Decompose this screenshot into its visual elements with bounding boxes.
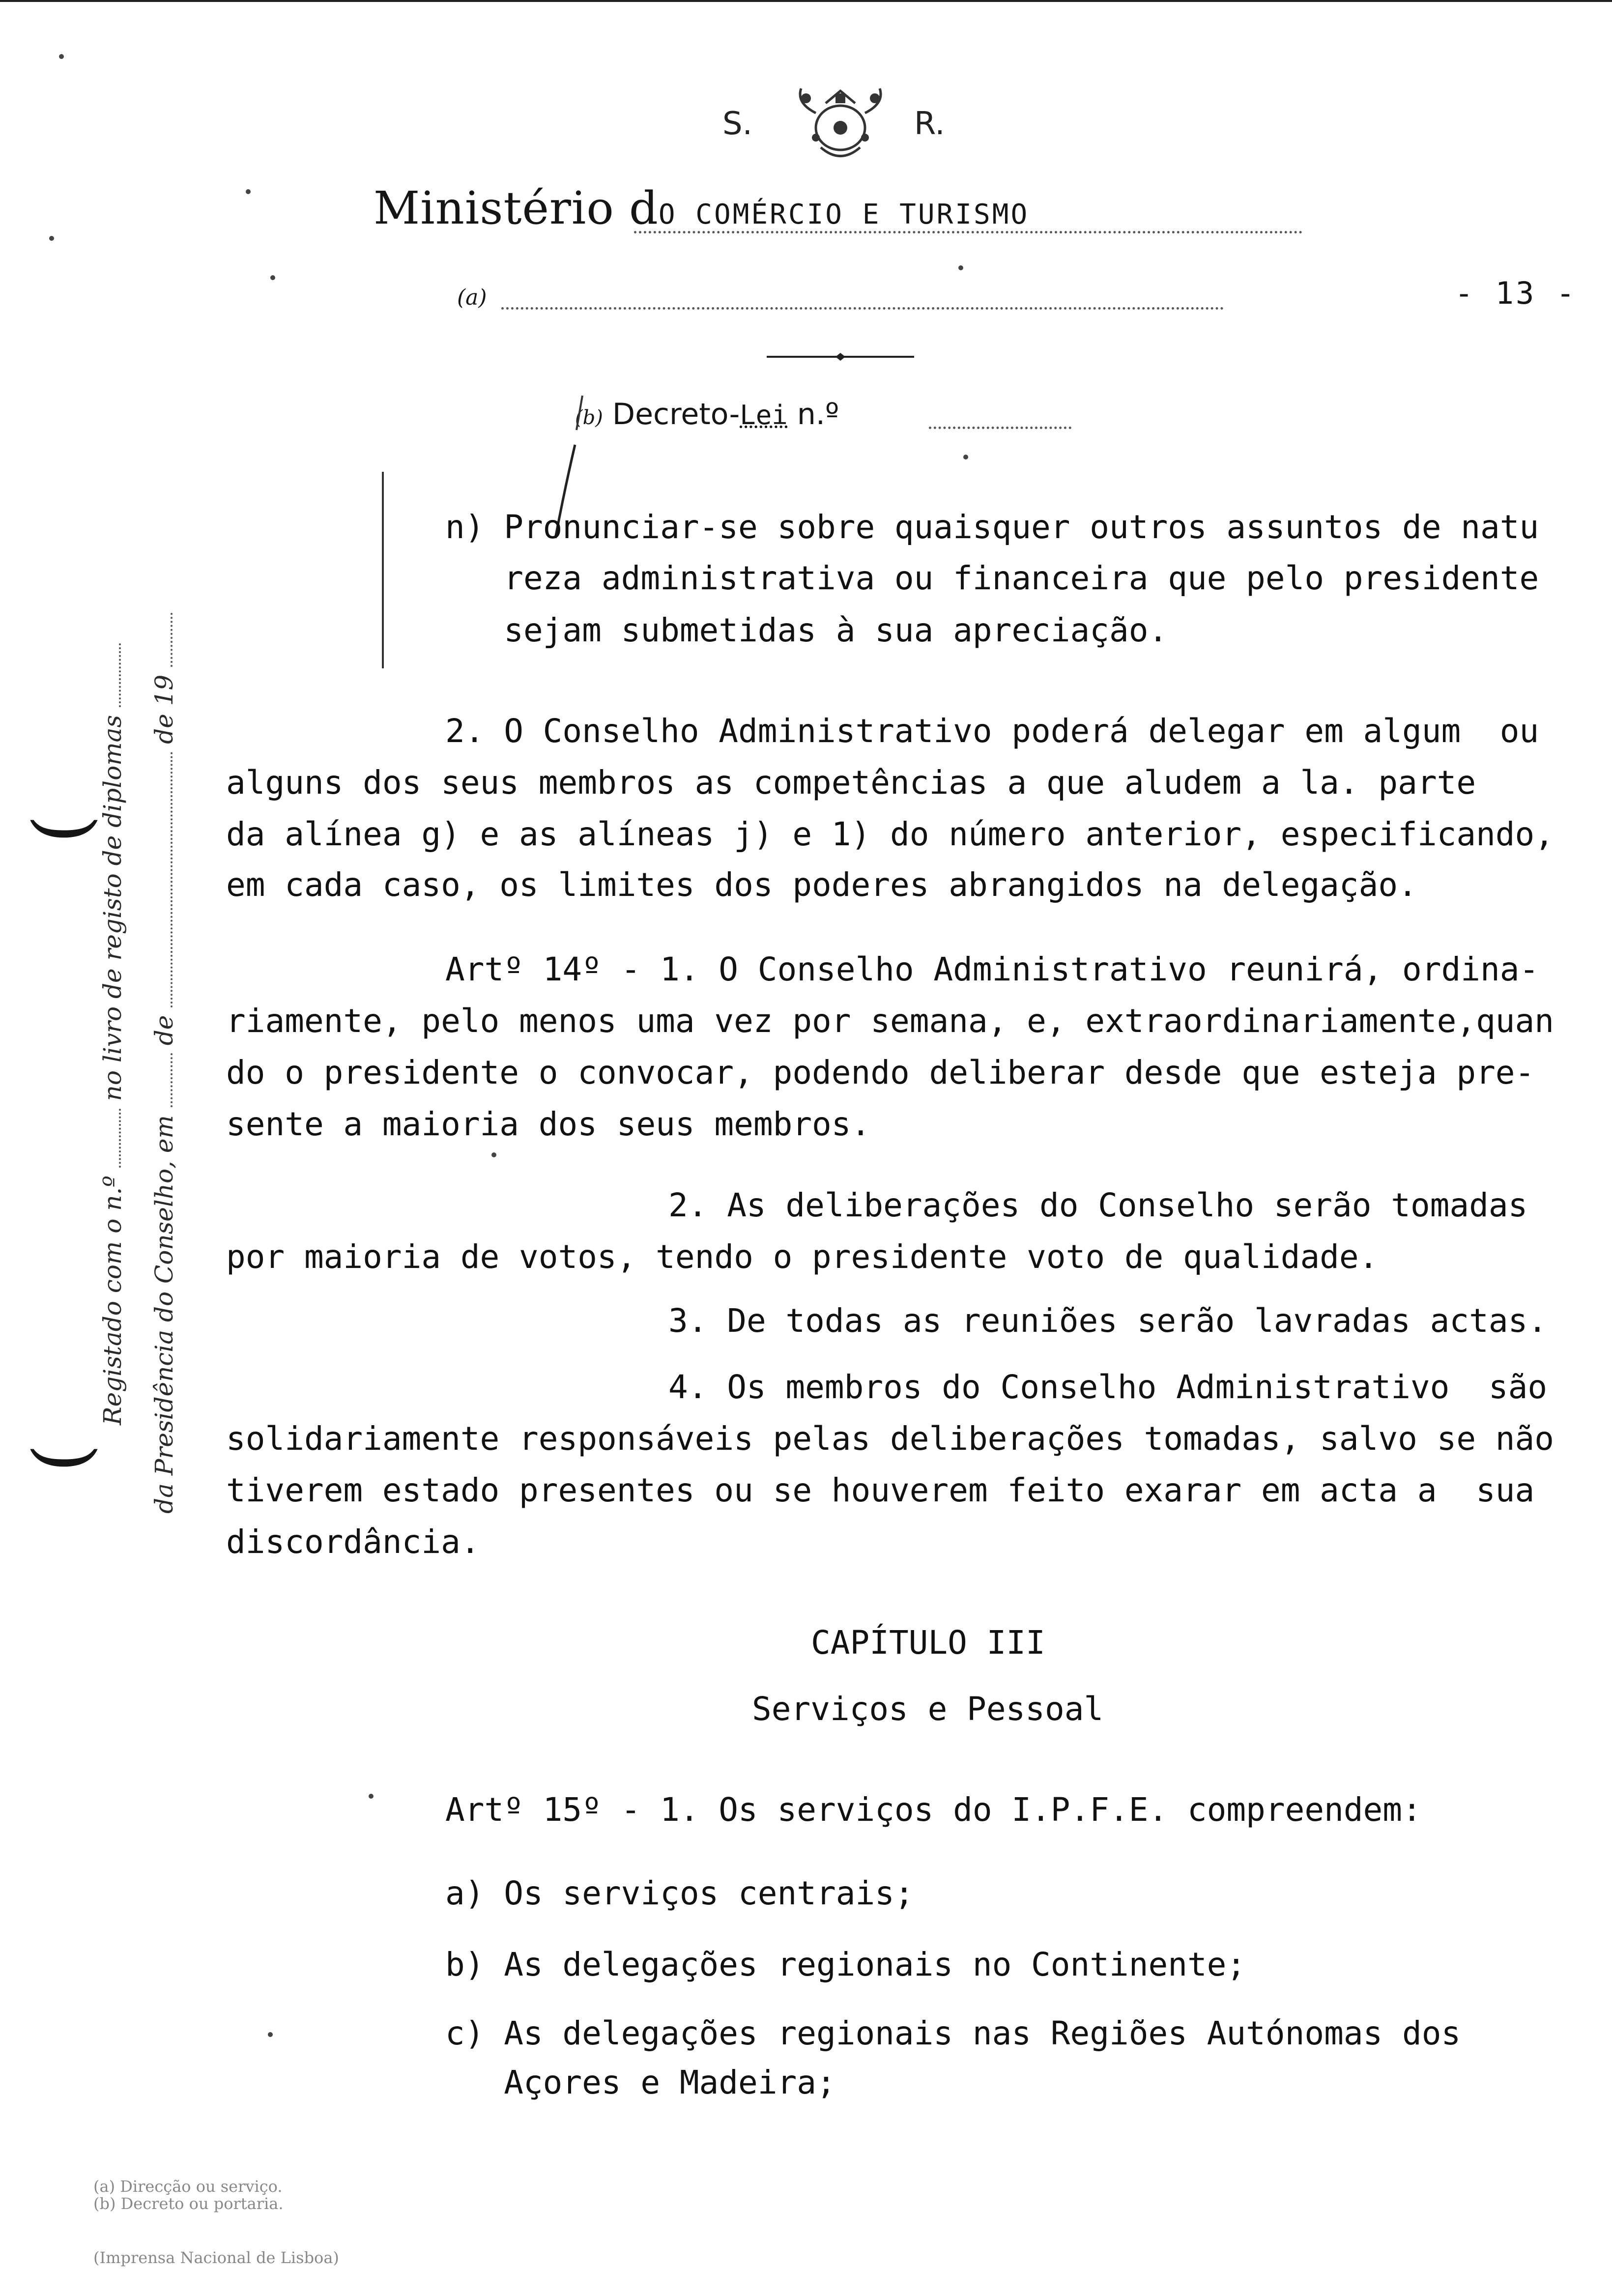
margin-de-label: de <box>150 1015 178 1046</box>
imprint-note: (Imprensa Nacional de Lisboa) <box>93 2248 339 2267</box>
margin-registration-line-2 <box>150 613 178 1514</box>
margin-dots <box>167 613 173 667</box>
margin-registration-line-1 <box>98 643 127 1425</box>
ministry-prefix: Ministério d <box>374 182 659 234</box>
margin-dots <box>167 752 173 1007</box>
scan-speck <box>958 265 963 270</box>
art14-4-line-1: 4. Os membros do Conselho Administrativo são <box>668 1368 1548 1406</box>
scan-speck <box>491 1152 496 1157</box>
footnote-b: (b) Decreto ou portaria. <box>93 2194 284 2213</box>
service-dotted-line <box>501 307 1224 310</box>
para2-line-4: em cada caso, os limites dos poderes abrangidos na delegação. <box>226 866 1417 904</box>
letterhead-crest-row <box>713 84 978 182</box>
decree-prefix: Decreto- <box>612 397 740 431</box>
scan-speck <box>59 54 64 59</box>
service-label: (a) <box>457 285 487 310</box>
para2-line-2: alguns dos seus membros as competências a que aludem a la. parte <box>226 764 1476 802</box>
margin-registered-label: Registado com o n.º <box>98 1176 127 1425</box>
art14-line-1: Artº 14º - 1. O Conselho Administrativo reunirá, ordina- <box>445 950 1539 988</box>
scan-speck <box>963 455 968 459</box>
coat-of-arms-icon <box>786 84 894 167</box>
scan-speck <box>369 1794 374 1799</box>
pen-tick-mark <box>573 393 587 432</box>
art15-item-a: a) Os serviços centrais; <box>445 1874 914 1912</box>
n-item-line-3: sejam submetidas à sua apreciação. <box>445 611 1168 649</box>
decree-b-label: (b) <box>575 406 603 429</box>
art14-2-line-2: por maioria de votos, tendo o presidente voto de qualidade. <box>226 1238 1379 1276</box>
footnote-a: (a) Direcção ou serviço. <box>93 2177 283 2196</box>
margin-council-label: da Presidência do Conselho, em <box>150 1115 178 1514</box>
margin-year-label: de 19 <box>150 674 178 744</box>
ministry-name: O COMÉRCIO E TURISMO <box>658 199 1030 230</box>
art14-4-line-4: discordância. <box>226 1523 480 1561</box>
top-border-line <box>0 0 1612 2</box>
margin-dots <box>115 1109 121 1168</box>
ministry-heading <box>374 182 1029 234</box>
page-number: - 13 - <box>1455 275 1577 311</box>
art14-4-line-2: solidariamente responsáveis pelas deliberações tomadas, salvo se não <box>226 1420 1554 1458</box>
art14-line-3: do o presidente o convocar, podendo deliberar desde que esteja pre- <box>226 1054 1535 1091</box>
divider-ornament <box>767 353 914 361</box>
art15-item-c-line-1: c) As delegações regionais nas Regiões Autónomas dos <box>445 2014 1461 2052</box>
margin-bracket-bottom: ( <box>18 1443 104 1473</box>
decree-line <box>575 397 839 431</box>
scan-speck <box>246 189 251 194</box>
art14-line-4: sente a maioria dos seus membros. <box>226 1105 871 1143</box>
scan-speck <box>268 2032 273 2037</box>
decree-type: Lei <box>740 400 788 430</box>
n-item-line-2: reza administrativa ou financeira que pelo presidente <box>445 559 1539 597</box>
art14-3-line: 3. De todas as reuniões serão lavradas actas. <box>668 1302 1548 1340</box>
chapter-subtitle: Serviços e Pessoal <box>752 1690 1104 1728</box>
scan-speck <box>270 275 275 280</box>
decree-number-label: n.º <box>797 397 839 431</box>
letterhead-s: S. <box>722 106 752 142</box>
letterhead-r: R. <box>914 106 945 142</box>
art15-line: Artº 15º - 1. Os serviços do I.P.F.E. compreendem: <box>445 1791 1422 1829</box>
art14-line-2: riamente, pelo menos uma vez por semana, e, extraordinariamente,quan <box>226 1002 1554 1040</box>
art14-2-line-1: 2. As deliberações do Conselho serão tomadas <box>668 1186 1528 1224</box>
art14-4-line-3: tiverem estado presentes ou se houverem feito exarar em acta a sua <box>226 1471 1535 1509</box>
margin-dots <box>115 643 121 707</box>
chapter-title: CAPÍTULO III <box>811 1624 1045 1662</box>
decree-dotted-line <box>929 427 1071 429</box>
art15-item-b: b) As delegações regionais no Continente; <box>445 1946 1246 1983</box>
margin-dots <box>167 1053 173 1107</box>
scan-speck <box>49 236 54 241</box>
n-item-line-1: n) Pronunciar-se sobre quaisquer outros assuntos de natu <box>445 508 1539 546</box>
ministry-dotted-line <box>634 231 1302 233</box>
art15-item-c-line-2: Açores e Madeira; <box>445 2064 836 2101</box>
margin-bracket-top: ( <box>18 814 104 844</box>
margin-rule <box>382 472 384 668</box>
margin-register-book-label: no livro de registo de diplomas <box>98 715 127 1101</box>
para2-line-1: 2. O Conselho Administrativo poderá delegar em algum ou <box>445 712 1539 750</box>
para2-line-3: da alínea g) e as alíneas j) e 1) do número anterior, especificando, <box>226 815 1554 853</box>
